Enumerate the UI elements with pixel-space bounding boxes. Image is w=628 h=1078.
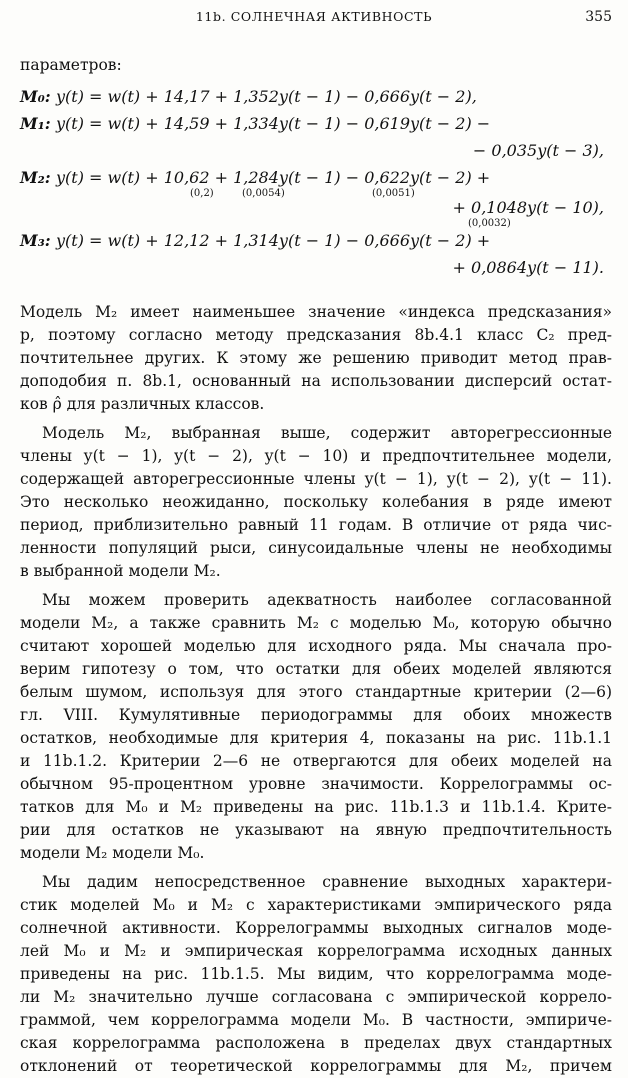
equation-text: + 0,0864y(t − 11). [452, 258, 604, 277]
intro-line: параметров: [20, 56, 122, 74]
paragraph-2 [20, 422, 612, 583]
equation-m3-continuation [20, 256, 612, 283]
paragraph-4 [20, 871, 612, 1078]
equation-label: M₀: [20, 87, 51, 106]
equation-m3 [20, 229, 612, 256]
text-line: ков ρ̂ для различных классов. [20, 395, 265, 413]
text-line: стик моделей M₀ и M₂ с характеристиками эмпирического ряда [20, 896, 612, 914]
text-line: модели M₂ модели M₀. [20, 844, 205, 862]
text-line: рии для остатков не указывают на явную предпочтительность [20, 821, 612, 839]
text-line: p, поэтому согласно методу предсказания 8b.4.1 класс C₂ пред- [20, 326, 612, 344]
text-line: почтительнее других. К этому же решению приводит метод прав- [20, 349, 612, 367]
text-line: и 11b.1.2. Критерии 2—6 не отвергаются для обеих моделей на [20, 752, 612, 770]
paragraph-3 [20, 589, 612, 865]
text-line: солнечной активности. Коррелограммы выходных сигналов моде- [20, 919, 612, 937]
equation-label: M₃: [20, 231, 51, 250]
equation-text: y(t) = w(t) + 10,62 + 1,284y(t − 1) − 0,622y(t − 2) + [56, 168, 491, 187]
equation-label: M₂: [20, 168, 51, 187]
equation-text: + 0,1048y(t − 10), [452, 198, 604, 217]
text-line: период, приблизительно равный 11 годам. В отличие от ряда чис- [20, 516, 612, 534]
std-error-lag2: (0,0051) [372, 188, 415, 199]
std-error-lag1: (0,0054) [242, 188, 285, 199]
text-line: Модель M₂ имеет наименьшее значение «индекса предсказания» [20, 303, 612, 321]
text-line: татков для M₀ и M₂ приведены на рис. 11b.1.3 и 11b.1.4. Крите- [20, 798, 612, 816]
text-line: Мы можем проверить адекватность наиболее согласованной [42, 591, 612, 609]
text-line: ская коррелограмма расположена в пределах двух стандартных [20, 1034, 612, 1052]
page-header [0, 9, 628, 31]
equation-m2-continuation [20, 196, 612, 229]
std-error-lag10: (0,0032) [468, 218, 511, 229]
text-line: лей M₀ и M₂ и эмпирическая коррелограмма исходных данных [20, 942, 612, 960]
text-line: Мы дадим непосредственное сравнение выходных характери- [42, 873, 612, 891]
text-line: Это несколько неожиданно, поскольку колебания в ряде имеют [20, 493, 612, 511]
text-line: верим гипотезу о том, что остатки для обеих моделей являются [20, 660, 612, 678]
text-line: Модель M₂, выбранная выше, содержит авторегрессионные [42, 424, 612, 442]
equation-m2 [20, 166, 612, 199]
text-line: граммой, чем коррелограмма модели M₀. В частности, эмпириче- [20, 1011, 612, 1029]
text-line: обычном 95-процентном уровне значимости. Коррелограммы ос- [20, 775, 612, 793]
equation-m1-continuation [20, 139, 612, 166]
text-line: содержащей авторегрессионные члены y(t − 1), y(t − 2), y(t − 11). [20, 470, 612, 488]
equation-block [20, 85, 612, 283]
running-title: 11b. СОЛНЕЧНАЯ АКТИВНОСТЬ [195, 9, 433, 24]
text-line: гл. VIII. Кумулятивные периодограммы для обоих множеств [20, 706, 612, 724]
equation-text: y(t) = w(t) + 14,59 + 1,334y(t − 1) − 0,619y(t − 2) − [56, 114, 491, 133]
text-line: приведены на рис. 11b.1.5. Мы видим, что коррелограмма моде- [20, 965, 612, 983]
text-line: остатков, необходимые для критерия 4, показаны на рис. 11b.1.1 [20, 729, 612, 747]
text-line: отклонений от теоретической коррелограммы для M₂, причем [20, 1057, 612, 1075]
page-number: 355 [585, 9, 612, 25]
text-line: доподобия п. 8b.1, основанный на использовании дисперсий остат- [20, 372, 612, 390]
text-line: ленности популяций рыси, синусоидальные члены не необходимы [20, 539, 612, 557]
equation-m1 [20, 112, 612, 139]
std-error-constant: (0,2) [190, 188, 214, 199]
equation-m0 [20, 85, 612, 112]
equation-text: y(t) = w(t) + 14,17 + 1,352y(t − 1) − 0,666y(t − 2), [56, 87, 477, 106]
text-line: модели M₂, а также сравнить M₂ с моделью M₀, которую обычно [20, 614, 612, 632]
equation-text: y(t) = w(t) + 12,12 + 1,314y(t − 1) − 0,666y(t − 2) + [56, 231, 491, 250]
text-line: белым шумом, используя для этого стандартные критерии (2—6) [20, 683, 612, 701]
paragraph-1 [20, 301, 612, 416]
page-body [20, 54, 612, 1078]
equation-label: M₁: [20, 114, 51, 133]
equation-text: − 0,035y(t − 3), [472, 141, 604, 160]
text-line: в выбранной модели M₂. [20, 562, 221, 580]
text-line: члены y(t − 1), y(t − 2), y(t − 10) и предпочтительнее модели, [20, 447, 612, 465]
text-line: считают хорошей моделью для исходного ряда. Мы сначала про- [20, 637, 612, 655]
text-line: ли M₂ значительно лучше согласована с эмпирической коррело- [20, 988, 612, 1006]
